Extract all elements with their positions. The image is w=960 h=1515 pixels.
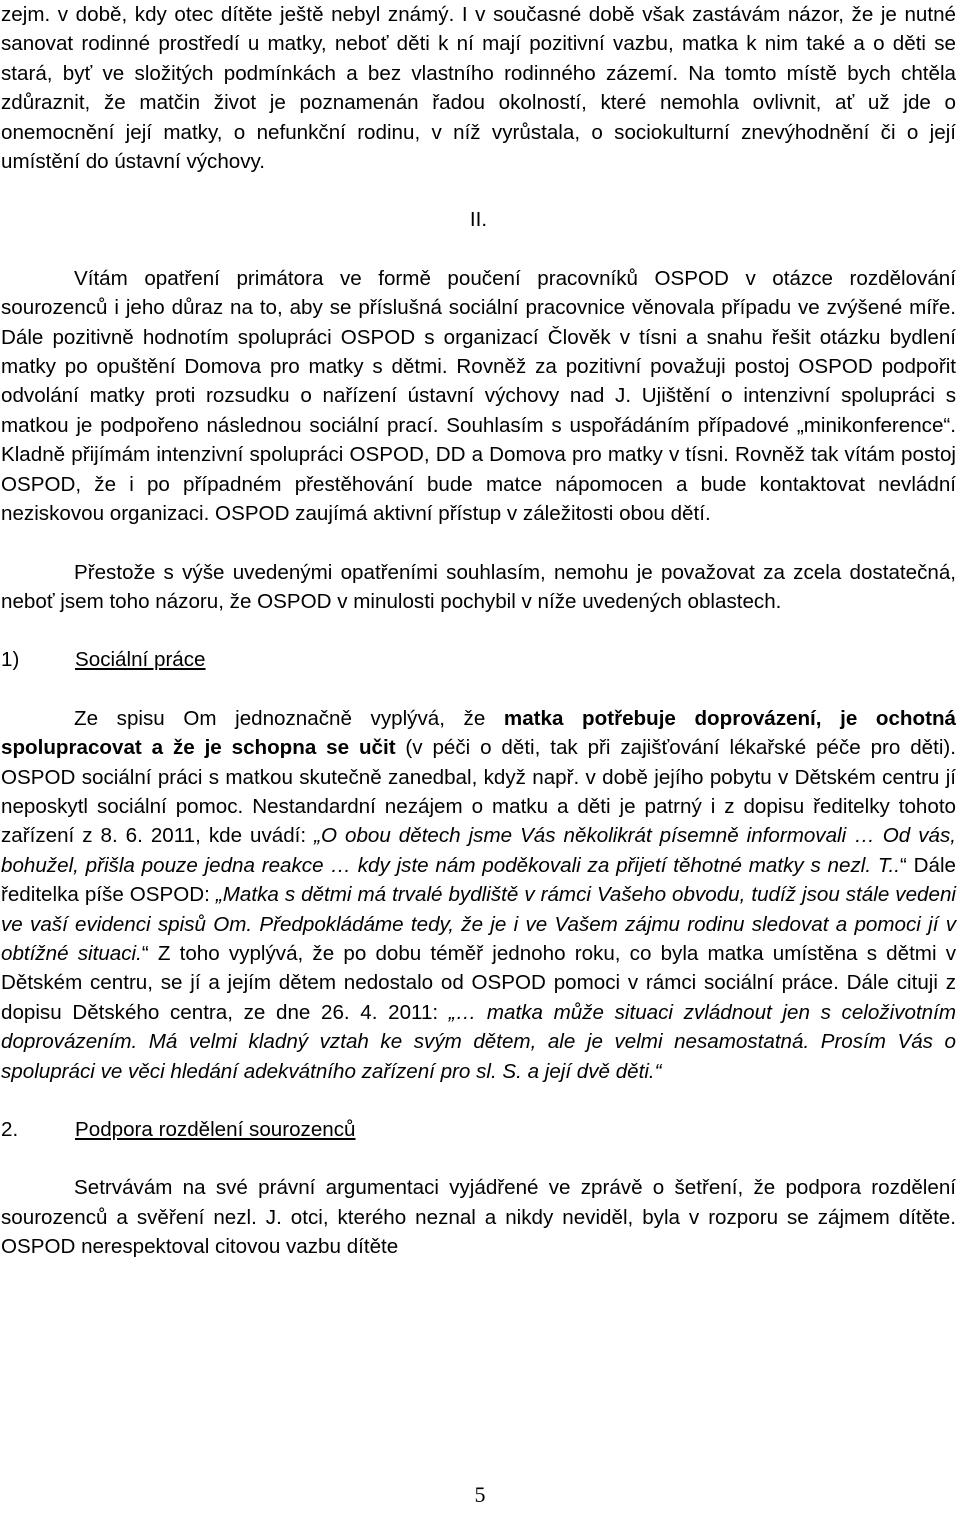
heading-1-number: 1) — [1, 648, 20, 672]
section-heading-II: II. — [469, 208, 488, 232]
paragraph-5 — [1, 1173, 956, 1261]
p1-run-0: zejm. v době, kdy otec dítěte ještě nebyl známý. I v současné době však zastávám názor, že je nutné sanovat rodinné prostředí u matky, neboť děti k ní mají pozitivní vazbu, matka k nim také a o děti se stará, byť ve složitých podmínkách a bez vlastního rodinného zázemí. Na tomto místě bych chtěla zdůraznit, že matčin život je poznamenán řadou okolností, které nemohla ovlivnit, ať už jde o onemocnění její matky, o nefunkční rodinu, v níž vyrůstala, o sociokulturní znevýhodnění či o její umístění do ústavní výchovy. — [1, 3, 956, 174]
paragraph-4 — [1, 704, 956, 1086]
p4-run-6: “ Z toho vyplývá, že po dobu téměř jednoho roku, co byla matka umístěna s dětmi v Dětském centru, se jí a jejím dětem nedostalo od OSPOD pomoci v rámci sociální práce. Dále cituji z dopisu Dětského centra, ze dne 26. 4. 2011: — [1, 941, 956, 1024]
p3-run-0: Přestože s výše uvedenými opatřeními souhlasím, nemohu je považovat za zcela dostatečná, neboť jsem toho názoru, že OSPOD v minulosti pochybil v níže uvedených oblastech. — [1, 560, 956, 613]
heading-2-title: Podpora rozdělení sourozenců — [75, 1118, 356, 1141]
p4-run-3: „O obou dětech jsme Vás několikrát písemně informovali … Od vás, bohužel, přišla pouze jedna reakce … kdy jste nám poděkovali za přijetí těhotné matky s nezl. T.. — [1, 824, 957, 877]
p4-run-7: „… matka může situaci zvládnout jen s celoživotním doprovázením. Má velmi kladný vztah ke svým dětem, ale je velmi nesamostatná. Prosím Vás o spolupráci ve věci hledání adekvátního zařízení pro sl. S. a její dvě děti.“ — [1, 1000, 956, 1083]
p4-run-4: “ Dále ředitelka píše OSPOD: — [1, 853, 957, 907]
heading-1-social-work — [1, 645, 956, 674]
paragraph-3 — [1, 558, 956, 617]
paragraph-2 — [1, 264, 956, 529]
p4-run-0: Ze spisu Om jednoznačně vyplývá, že — [74, 706, 504, 730]
heading-2-siblings — [1, 1115, 956, 1144]
page-number: 5 — [474, 1482, 486, 1507]
p4-run-2: (v péči o děti, tak při zajišťování lékařské péče pro děti). OSPOD sociální práci s matkou skutečně zanedbal, když např. v době jejího pobytu v Dětském centru jí neposkytl sociální pomoc. Nestandardní nezájem o matku a děti je patrný i z dopisu ředitelky tohoto zařízení z 8. 6. 2011, kde uvádí: — [1, 736, 956, 848]
p2-run-0: Vítám opatření primátora ve formě poučení pracovníků OSPOD v otázce rozdělování sourozenců i jeho důraz na to, aby se příslušná sociální pracovnice věnovala případu ve zvýšené míře. Dále pozitivně hodnotím spolupráci OSPOD s organizací Člověk v tísni a snahu řešit otázku bydlení matky po opuštění Domova pro matky s dětmi. Rovněž za pozitivní považuji postoj OSPOD podpořit odvolání matky proti rozsudku o nařízení ústavní výchovy nad J. Ujištění o intenzivní spolupráci s matkou je podpořeno následnou sociální prací. Souhlasím s uspořádáním případové „minikonference“. Kladně přijímám intenzivní spolupráci OSPOD, DD a Domova pro matky v tísni. Rovněž tak vítám postoj OSPOD, že i po případném přestěhování bude matce nápomocen a bude kontaktovat nevládní neziskovou organizaci. OSPOD zaujímá aktivní přístup v záležitosti obou dětí. — [1, 266, 956, 526]
p5-run-0: Setrvávám na své právní argumentaci vyjádřené ve zprávě o šetření, že podpora rozdělení sourozenců a svěření nezl. J. otci, kterého neznal a nikdy neviděl, byla v rozporu se zájmem dítěte. OSPOD nerespektoval citovou vazbu dítěte — [1, 1176, 956, 1259]
p4-run-5: „Matka s dětmi má trvalé bydliště v rámci Vašeho obvodu, tudíž jsou stále vedeni ve vaší evidenci spisů Om. Předpokládáme tedy, že je i ve Vašem zájmu rodinu sledovat a pomoci jí v obtížné situaci. — [1, 883, 956, 965]
p4-run-1: matka potřebuje doprovázení, je ochotná spolupracovat a že je schopna se učit — [1, 706, 956, 760]
heading-1-title: Sociální práce — [75, 648, 206, 672]
heading-2-number: 2. — [1, 1118, 19, 1141]
paragraph-1 — [1, 0, 956, 176]
